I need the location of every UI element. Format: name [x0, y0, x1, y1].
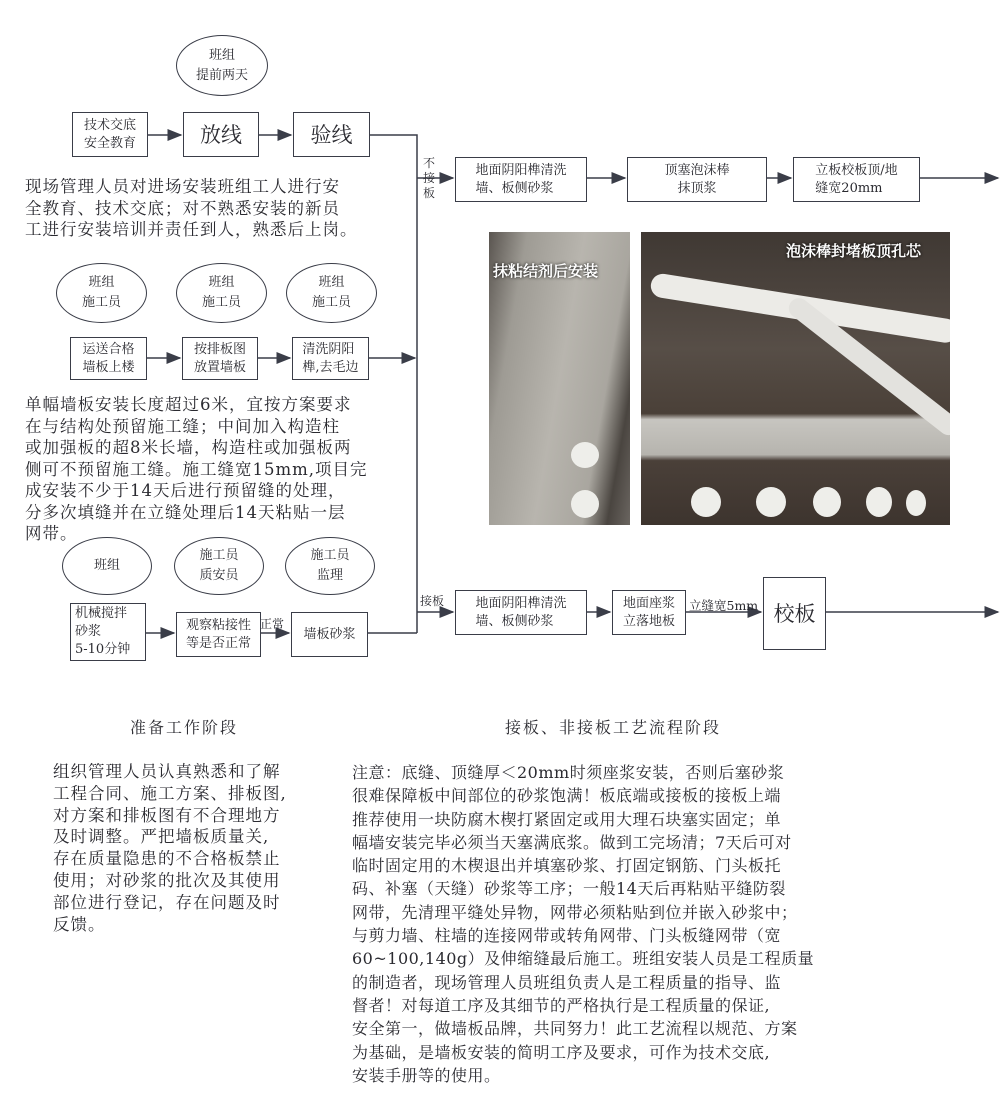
text-line: 工程合同、施工方案、排板图,	[53, 783, 287, 803]
text-line: 按排板图	[193, 341, 246, 357]
text-line: 施工员	[311, 295, 351, 310]
text-line: 地面座浆	[622, 595, 675, 611]
foam-plug	[906, 490, 926, 516]
text-line: 推荐使用一块防腐木楔打紧固定或用大理石块塞实固定；单	[352, 809, 782, 829]
text-line: 施工员	[310, 548, 350, 563]
text-line: 榫,去毛边	[302, 359, 359, 375]
ellipse-role	[62, 537, 152, 595]
heading-preparation-stage: 准备工作阶段	[130, 718, 239, 737]
box-label	[84, 117, 136, 153]
text-line: 班组	[93, 558, 120, 573]
text-line: 全教育、技术交底；对不熟悉安装的新员	[25, 198, 340, 218]
text-line: 班组	[88, 275, 115, 290]
text-line: 为基础，是墙板安装的简明工序及要求，可作为技术交底,	[352, 1042, 771, 1062]
text-line: 质安员	[199, 568, 239, 583]
foam-plug	[571, 490, 599, 518]
paragraph-safety-education	[25, 176, 358, 241]
text-line: 施工员	[81, 295, 121, 310]
ellipse-label	[312, 273, 351, 313]
box-clean-ground-joints	[455, 157, 587, 202]
box-label: 校板	[773, 601, 816, 626]
text-line: 地面阴阳榫清洗	[475, 162, 567, 178]
text-line: 施工员	[201, 295, 241, 310]
text-line: 机械搅拌	[75, 606, 128, 621]
photo-caption: 抹粘结剂后安装	[493, 262, 599, 280]
box-mix-mortar	[70, 603, 146, 661]
text-line: 部位进行登记，存在问题及时	[53, 892, 281, 912]
text-line: 地面阴阳榫清洗	[475, 595, 567, 611]
box-foam-rod	[627, 157, 767, 202]
text-line: 班组	[318, 275, 345, 290]
text-line: 安全教育	[83, 135, 136, 151]
text-line: 现场管理人员对进场安装班组工人进行安	[25, 177, 340, 196]
box-check-line	[293, 112, 370, 157]
text-line: 的制造者，现场管理人员班组负责人是工程质量的指导、监	[352, 972, 782, 992]
box-clean-ground-joints-splice	[455, 590, 587, 635]
box-panel-mortar	[291, 612, 368, 657]
ellipse-label	[196, 46, 248, 86]
ellipse-role	[286, 263, 377, 323]
text-line: 60~100,140g）及伸缩缝最后施工。班组安装人员是工程质量	[352, 949, 815, 969]
box-label	[194, 341, 246, 377]
text-line: 监理	[316, 568, 343, 583]
label-splice: 接板	[420, 594, 445, 608]
box-label	[82, 341, 134, 377]
text-line: 工进行安装培训并责任到人，熟悉后上岗。	[25, 220, 358, 239]
text-line: 墙、板侧砂浆	[475, 613, 554, 629]
box-label: 墙板砂浆	[303, 626, 356, 642]
foam-plug	[813, 487, 841, 517]
box-label	[475, 162, 566, 198]
photo-foam-rod-seal	[641, 232, 950, 525]
text-line: 清洗阴阳	[302, 341, 355, 357]
text-line: 抹顶浆	[677, 180, 717, 196]
box-label	[664, 162, 729, 198]
foam-plug	[691, 487, 721, 517]
box-calibrate-panel	[763, 577, 826, 650]
text-line: 与剪力墙、柱墙的连接网带或转角网带、门头板缝网带（宽	[352, 926, 782, 946]
text-line: 运送合格	[82, 341, 135, 357]
label-no-splice: 不接板	[423, 156, 436, 200]
box-ground-mortar	[612, 590, 686, 635]
main-trunk-line	[370, 135, 417, 633]
ellipse-label	[94, 556, 120, 576]
text-line: 存在质量隐患的不合格板禁止	[53, 849, 281, 869]
text-line: 使用；对砂浆的批次及其使用	[53, 870, 281, 890]
text-line: 幅墙安装完毕必须当天塞满底浆。做到工完场清；7天后可对	[352, 832, 792, 852]
label-normal: 正常	[260, 617, 285, 631]
text-line: 分多次填缝并在立缝处理后14天粘贴一层	[25, 502, 346, 522]
text-line: 安全第一，做墙板品牌，共同努力！此工艺流程以规范、方案	[352, 1019, 798, 1039]
heading-process-stage: 接板、非接板工艺流程阶段	[505, 718, 722, 737]
text-line: 反馈。	[53, 914, 106, 934]
text-line: 临时固定用的木楔退出并填塞砂浆、打固定钢筋、门头板托	[352, 856, 782, 876]
ellipse-label	[199, 546, 238, 586]
text-line: 立板校板顶/地	[815, 162, 898, 178]
text-line: 施工员	[199, 548, 239, 563]
text-line: 对方案和排板图有不合理地方	[53, 805, 281, 825]
text-line: 班组	[208, 275, 235, 290]
ellipse-label	[82, 273, 121, 313]
ellipse-team-two-days	[176, 35, 268, 96]
box-label	[75, 605, 130, 659]
text-line: 或加强板的超8米长墙，构造柱或加强板两	[25, 438, 352, 457]
text-line: 成安装不少于14天后进行预留缝的处理，	[25, 481, 346, 500]
box-layout-line	[183, 112, 259, 157]
box-label: 验线	[310, 122, 353, 147]
box-place-panels	[182, 337, 258, 380]
text-line: 砂浆	[75, 624, 102, 639]
box-transport-panels	[70, 337, 147, 380]
text-line: 侧可不预留施工缝。施工缝宽15mm,项目完	[25, 459, 368, 479]
box-label	[815, 162, 897, 198]
text-line: 及时调整。严把墙板质量关,	[53, 827, 270, 847]
text-line: 单幅墙板安装长度超过6米，宜按方案要求	[25, 395, 352, 414]
photo-adhesive-applied	[489, 232, 630, 525]
box-tech-briefing	[72, 112, 148, 157]
text-line: 观察粘接性	[185, 617, 251, 633]
ellipse-role	[176, 263, 267, 323]
text-line: 5-10分钟	[75, 642, 131, 657]
text-line: 码、补塞（天缝）砂浆等工序；一般14天后再粘贴平缝防裂	[352, 879, 786, 899]
photo-caption: 泡沫棒封堵板顶孔芯	[786, 242, 922, 260]
text-line: 顶塞泡沫棒	[664, 162, 730, 178]
text-line: 很难保障板中间部位的砂浆饱满！板底端或接板的接板上端	[352, 786, 782, 806]
text-line: 技术交底	[83, 117, 136, 133]
text-line: 提前两天	[195, 67, 248, 83]
box-set-panel-20mm	[793, 157, 920, 202]
paragraph-preparation	[53, 761, 287, 935]
ellipse-role	[56, 263, 147, 323]
text-line: 缝宽20mm	[815, 180, 883, 196]
box-observe-adhesion	[176, 612, 261, 657]
text-line: 等是否正常	[185, 635, 251, 651]
label-gap-5mm: 立缝宽5mm	[689, 598, 759, 613]
ellipse-role	[285, 537, 375, 595]
box-label	[186, 617, 251, 653]
text-line: 网带，先清理平缝处异物，网带必须粘贴到位并嵌入砂浆中；	[352, 902, 798, 922]
box-label	[475, 595, 566, 631]
text-line: 督者！对每道工序及其细节的严格执行是工程质量的保证,	[352, 995, 771, 1015]
paragraph-construction-joints	[25, 394, 368, 545]
text-line: 墙板上楼	[82, 359, 135, 375]
box-label	[623, 595, 675, 631]
box-label	[302, 341, 358, 377]
text-line: 放置墙板	[193, 359, 246, 375]
foam-plug	[571, 442, 599, 468]
text-line: 网带。	[25, 524, 78, 543]
text-line: 在与结构处预留施工缝；中间加入构造柱	[25, 416, 340, 436]
text-line: 立落地板	[622, 613, 675, 629]
box-clean-joints	[292, 337, 369, 380]
text-line: 墙、板侧砂浆	[475, 180, 554, 196]
text-line: 班组	[208, 47, 235, 63]
paragraph-process-notes	[352, 761, 814, 1087]
box-label: 放线	[200, 122, 242, 147]
ellipse-label	[310, 546, 349, 586]
ellipse-label	[202, 273, 241, 313]
text-line: 注意：底缝、顶缝厚＜20mm时须座浆安装，否则后塞砂浆	[352, 763, 785, 782]
text-line: 安装手册等的使用。	[352, 1065, 501, 1085]
foam-plug	[756, 487, 786, 517]
text-line: 组织管理人员认真熟悉和了解	[53, 762, 281, 781]
foam-plug	[866, 487, 892, 517]
ellipse-role	[174, 537, 264, 595]
